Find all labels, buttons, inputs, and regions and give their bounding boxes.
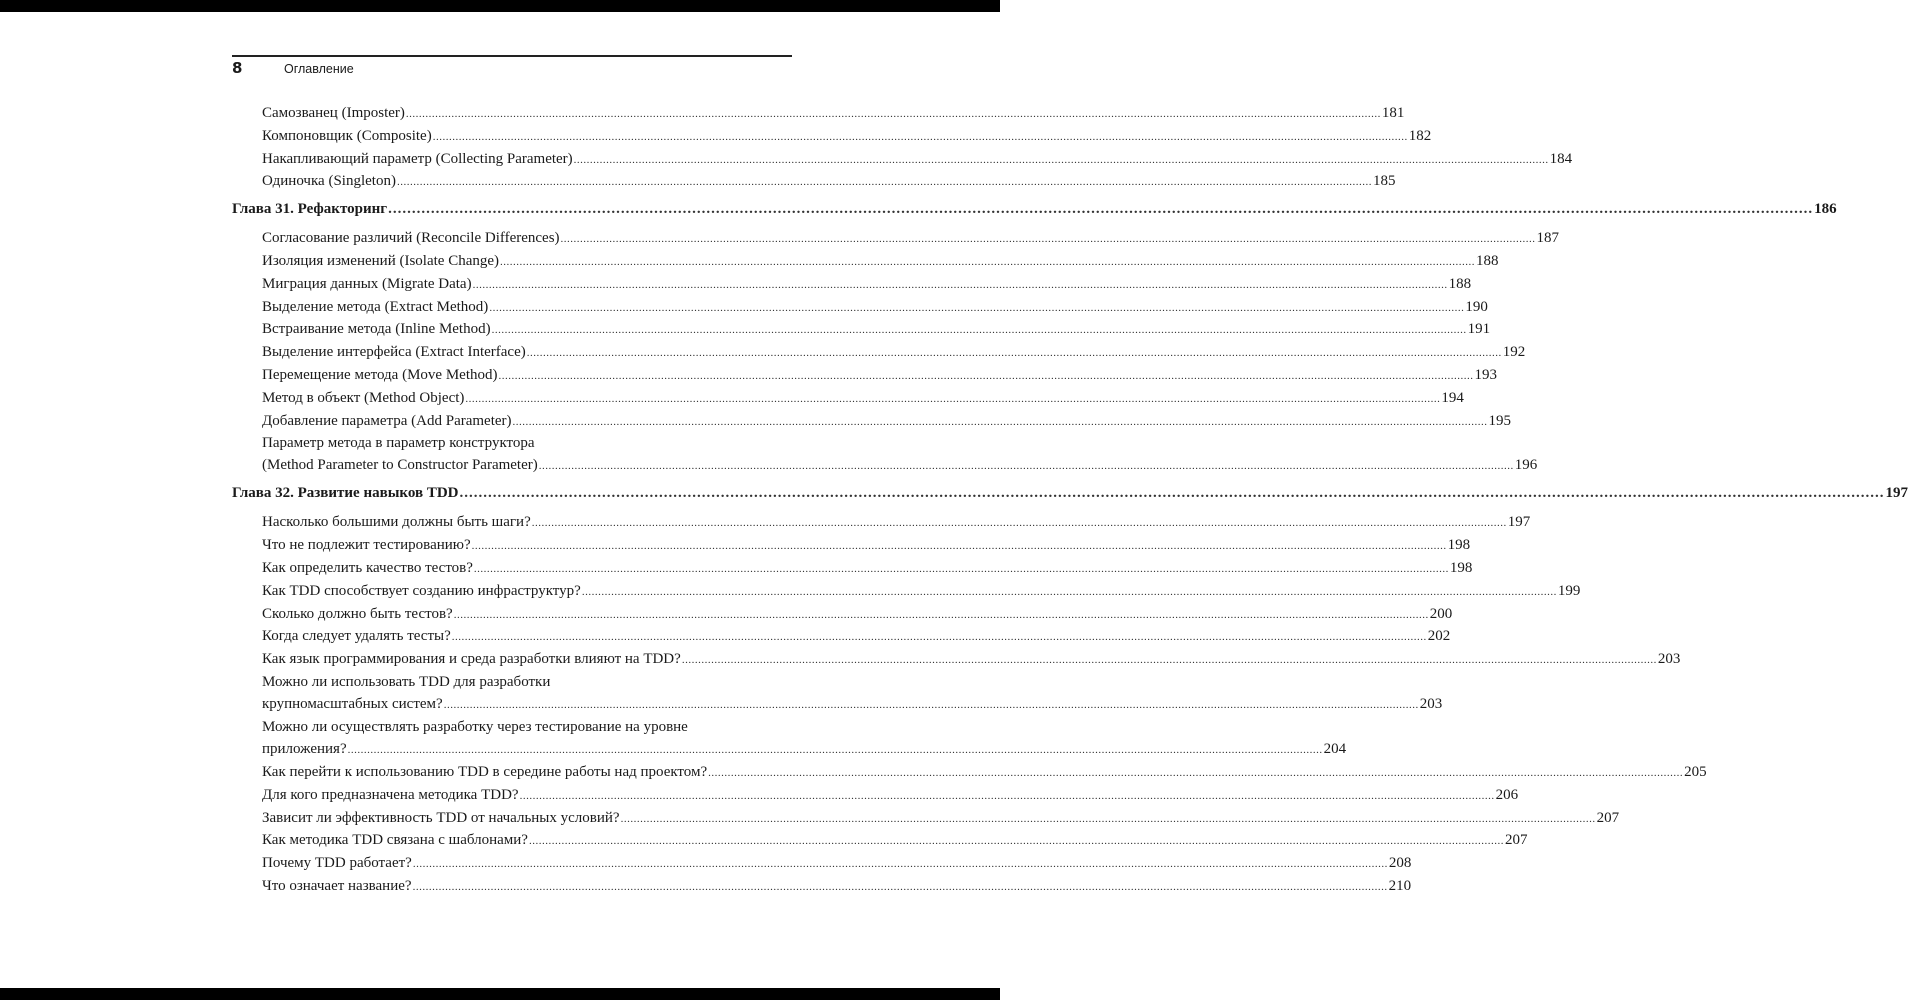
toc-entry-title: Как определить качество тестов? xyxy=(262,559,473,576)
toc-entry xyxy=(232,227,1560,250)
leader-dots: ............................................................................................................................................................................................................................................................................................................ xyxy=(412,880,1388,893)
leader-dots: ............................................................................................................................................................................................................................................................................................................ xyxy=(573,153,1549,166)
toc-entry-title: Добавление параметра (Add Parameter) xyxy=(262,412,512,429)
toc-entry-title: Почему TDD работает? xyxy=(262,855,412,872)
leader-dots: ............................................................................................................................................................................................................................................................................................................ xyxy=(708,766,1684,779)
toc-entry-page: 204 xyxy=(1323,740,1347,757)
chapter-heading-31 xyxy=(232,198,1837,227)
toc-entry-page: 187 xyxy=(1536,230,1560,247)
toc-entry-line2 xyxy=(262,454,1538,477)
toc-entry-title: Как TDD способствует созданию инфраструктур? xyxy=(262,582,581,599)
toc-entry-title-line1: Параметр метода в параметр конструктора xyxy=(262,435,535,452)
toc-entry-page: 197 xyxy=(1507,514,1531,531)
toc-entry-title: Метод в объект (Method Object) xyxy=(262,389,465,406)
toc-entry xyxy=(232,648,1681,671)
toc-entry-title: Насколько большими должны быть шаги? xyxy=(262,514,531,531)
leader-dots: ............................................................................................................................................................................................................................................................................................................ xyxy=(451,631,1427,644)
leader-dots: ............................................................................................................................................................................................................................................................................................................ xyxy=(396,176,1372,189)
toc-entry-page: 202 xyxy=(1427,628,1451,645)
toc-entry xyxy=(232,148,1573,171)
toc-entry xyxy=(232,875,1412,898)
toc-entry-multiline xyxy=(232,432,1538,477)
leader-dots: ............................................................................................................................................................................................................................................................................................................ xyxy=(388,201,1814,218)
toc-entry-title-line2: крупномасштабных систем? xyxy=(262,695,443,712)
toc-entry-multiline xyxy=(232,716,1347,761)
leader-dots: ............................................................................................................................................................................................................................................................................................................ xyxy=(528,835,1504,848)
toc-entry-title: Как перейти к использованию TDD в середине работы над проектом? xyxy=(262,763,708,780)
toc-entry-page: 200 xyxy=(1429,605,1453,622)
top-border xyxy=(0,0,1000,12)
toc-entry-title: Выделение интерфейса (Extract Interface) xyxy=(262,344,526,361)
toc-entry-page: 194 xyxy=(1441,389,1464,406)
toc-entry xyxy=(232,410,1512,433)
chapter-title: Глава 32. Развитие навыков TDD xyxy=(232,485,459,502)
toc-entry-title: Миграция данных (Migrate Data) xyxy=(262,275,472,292)
toc-entry xyxy=(232,387,1464,410)
leader-dots: ............................................................................................................................................................................................................................................................................................................ xyxy=(531,517,1507,530)
leader-dots: ............................................................................................................................................................................................................................................................................................................ xyxy=(432,130,1408,143)
toc-entry-page: 190 xyxy=(1465,298,1488,315)
toc-entry-page: 193 xyxy=(1474,366,1497,383)
toc-entry-page: 184 xyxy=(1549,150,1573,167)
toc-entry-multiline xyxy=(232,671,1443,716)
chapter-page: 186 xyxy=(1814,201,1837,218)
toc-entry-page: 203 xyxy=(1657,651,1681,668)
toc-entry-page: 199 xyxy=(1557,582,1581,599)
leader-dots: ............................................................................................................................................................................................................................................................................................................ xyxy=(500,255,1476,268)
leader-dots: ............................................................................................................................................................................................................................................................................................................ xyxy=(347,743,1323,756)
chapter-page: 197 xyxy=(1885,485,1908,502)
leader-dots: ............................................................................................................................................................................................................................................................................................................ xyxy=(581,585,1557,598)
toc-entry-title: Перемещение метода (Move Method) xyxy=(262,366,498,383)
toc-entry-title: Как методика TDD связана с шаблонами? xyxy=(262,832,528,849)
toc-entry-title: Изоляция изменений (Isolate Change) xyxy=(262,252,500,269)
toc-entry-title-line1: Можно ли осуществлять разработку через тестирование на уровне xyxy=(262,718,688,735)
bottom-border xyxy=(0,988,1000,1000)
chapter-heading-32 xyxy=(232,482,1908,511)
toc-entry-page: 206 xyxy=(1495,786,1519,803)
toc-entry-title: Накапливающий параметр (Collecting Parameter) xyxy=(262,150,573,167)
toc-entry-title-line2: (Method Parameter to Constructor Parameter) xyxy=(262,457,538,474)
toc-entry-title: Одиночка (Singleton) xyxy=(262,173,396,190)
toc-entry xyxy=(232,341,1526,364)
toc-entry xyxy=(232,318,1491,341)
toc-entry xyxy=(232,296,1488,319)
toc-entry xyxy=(232,603,1453,626)
leader-dots: ............................................................................................................................................................................................................................................................................................................ xyxy=(489,301,1465,314)
toc-entry-title: Сколько должно быть тестов? xyxy=(262,605,453,622)
leader-dots: ............................................................................................................................................................................................................................................................................................................ xyxy=(472,278,1448,291)
toc-entry-page: 210 xyxy=(1388,877,1412,894)
toc-entry xyxy=(232,170,1396,193)
toc-entry-page: 191 xyxy=(1467,321,1491,338)
toc-entry-page: 196 xyxy=(1514,457,1538,474)
toc-entry-page: 188 xyxy=(1476,252,1499,269)
leader-dots: ............................................................................................................................................................................................................................................................................................................ xyxy=(405,108,1381,120)
toc-entry-page: 203 xyxy=(1419,695,1443,712)
toc-entry-page: 182 xyxy=(1408,127,1432,144)
leader-dots: ............................................................................................................................................................................................................................................................................................................ xyxy=(412,858,1388,871)
toc-entry xyxy=(232,557,1473,580)
toc-entry-title-line1: Можно ли использовать TDD для разработки xyxy=(262,673,551,690)
toc-entry-title: Компоновщик (Composite) xyxy=(262,127,432,144)
toc-entry-title: Что не подлежит тестированию? xyxy=(262,537,471,554)
toc-entry-title: Как язык программирования и среда разработки влияют на TDD? xyxy=(262,651,681,668)
leader-dots: ............................................................................................................................................................................................................................................................................................................ xyxy=(681,654,1657,667)
toc-entry-page: 207 xyxy=(1504,832,1528,849)
leader-dots: ............................................................................................................................................................................................................................................................................................................ xyxy=(471,540,1447,553)
table-of-contents xyxy=(232,102,1908,898)
toc-entry-page: 205 xyxy=(1684,763,1707,780)
toc-entry xyxy=(232,761,1707,784)
toc-entry-title-line2: приложения? xyxy=(262,740,347,757)
toc-entry-title: Для кого предназначена методика TDD? xyxy=(262,786,519,803)
leader-dots: ............................................................................................................................................................................................................................................................................................................ xyxy=(526,347,1502,360)
toc-entry-title: Что означает название? xyxy=(262,877,412,894)
leader-dots: ............................................................................................................................................................................................................................................................................................................ xyxy=(560,233,1536,246)
page-number: 8 xyxy=(232,59,243,77)
toc-entry xyxy=(232,511,1531,534)
header-rule xyxy=(232,55,792,57)
toc-entry xyxy=(232,829,1528,852)
toc-entry xyxy=(232,102,1405,125)
toc-entry xyxy=(232,250,1499,273)
toc-entry xyxy=(232,580,1581,603)
toc-entry xyxy=(232,534,1471,557)
leader-dots: ............................................................................................................................................................................................................................................................................................................ xyxy=(465,392,1441,405)
toc-entry-page: 181 xyxy=(1381,105,1405,121)
toc-entry-title: Зависит ли эффективность TDD от начальных условий? xyxy=(262,809,620,826)
leader-dots: ............................................................................................................................................................................................................................................................................................................ xyxy=(620,812,1596,825)
leader-dots: ............................................................................................................................................................................................................................................................................................................ xyxy=(459,485,1885,502)
toc-entry xyxy=(232,273,1472,296)
toc-entry-page: 188 xyxy=(1448,275,1472,292)
toc-entry-page: 198 xyxy=(1447,537,1471,554)
toc-entry xyxy=(232,125,1432,148)
toc-entry-title: Когда следует удалять тесты? xyxy=(262,628,451,645)
toc-entry xyxy=(232,807,1620,830)
chapter-title: Глава 31. Рефакторинг xyxy=(232,201,388,218)
toc-entry-line2 xyxy=(262,738,1347,761)
toc-entry-page: 185 xyxy=(1372,173,1396,190)
leader-dots: ............................................................................................................................................................................................................................................................................................................ xyxy=(453,608,1429,621)
toc-entry-page: 192 xyxy=(1502,344,1526,361)
book-page xyxy=(232,12,1908,988)
leader-dots: ............................................................................................................................................................................................................................................................................................................ xyxy=(491,324,1467,337)
toc-entry-title: Выделение метода (Extract Method) xyxy=(262,298,489,315)
toc-entry xyxy=(232,625,1451,648)
leader-dots: ............................................................................................................................................................................................................................................................................................................ xyxy=(512,415,1488,428)
leader-dots: ............................................................................................................................................................................................................................................................................................................ xyxy=(443,698,1419,711)
toc-entry-line2 xyxy=(262,693,1443,716)
toc-entry-page: 208 xyxy=(1388,855,1412,872)
leader-dots: ............................................................................................................................................................................................................................................................................................................ xyxy=(538,460,1514,473)
leader-dots: ............................................................................................................................................................................................................................................................................................................ xyxy=(498,369,1474,382)
leader-dots: ............................................................................................................................................................................................................................................................................................................ xyxy=(519,789,1495,802)
toc-entry-title: Самозванец (Imposter) xyxy=(262,105,405,121)
toc-entry-page: 207 xyxy=(1596,809,1620,826)
toc-entry-page: 198 xyxy=(1449,559,1473,576)
toc-entry-page: 195 xyxy=(1488,412,1512,429)
running-head: Оглавление xyxy=(284,62,354,76)
toc-entry xyxy=(232,784,1519,807)
toc-entry-title: Встраивание метода (Inline Method) xyxy=(262,321,491,338)
leader-dots: ............................................................................................................................................................................................................................................................................................................ xyxy=(473,562,1449,575)
toc-entry xyxy=(232,852,1412,875)
toc-entry xyxy=(232,364,1497,387)
toc-entry-title: Согласование различий (Reconcile Differences) xyxy=(262,230,560,247)
